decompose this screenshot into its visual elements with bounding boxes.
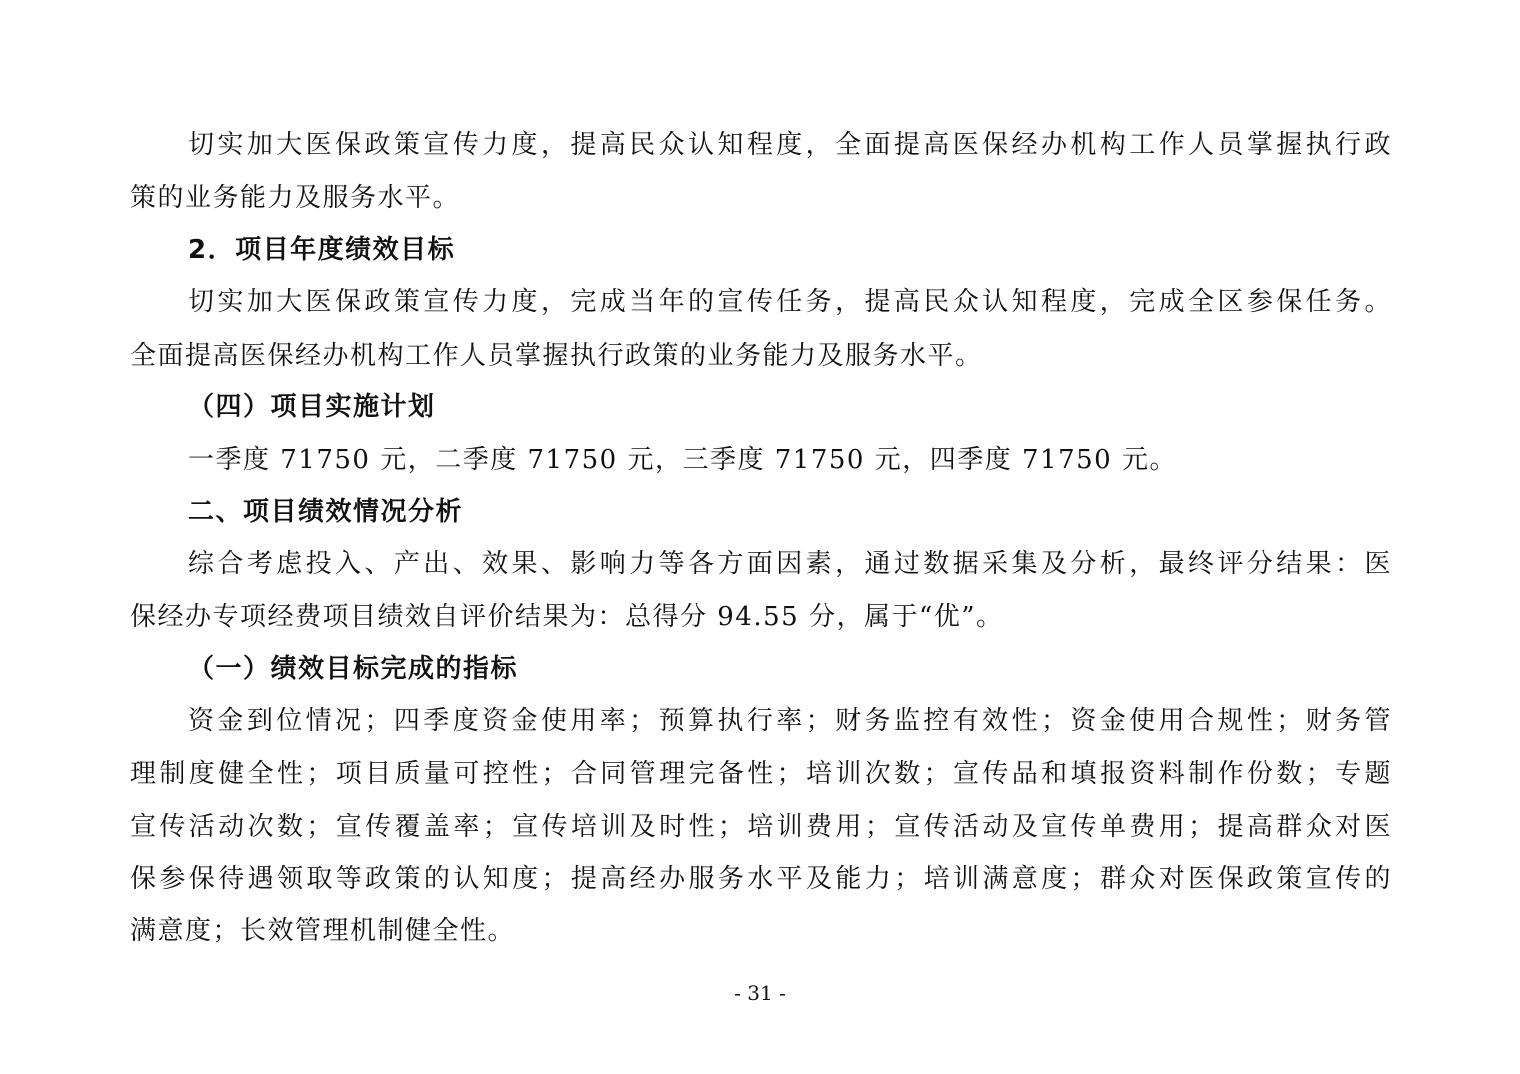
paragraph-line: 策的业务能力及服务水平。 xyxy=(130,183,461,213)
paragraph-line: 资金到位情况；四季度资金使用率；预算执行率；财务监控有效性；资金使用合规性；财务管 xyxy=(188,706,1392,736)
paragraph-line: 切实加大医保政策宣传力度，完成当年的宣传任务，提高民众认知程度，完成全区参保任务。 xyxy=(188,287,1392,317)
section-heading: （四）项目实施计划 xyxy=(188,392,436,422)
paragraph-line: 保经办专项经费项目绩效自评价结果为：总得分 94.55 分，属于“优”。 xyxy=(130,602,1004,632)
paragraph-line: 理制度健全性；项目质量可控性；合同管理完备性；培训次数；宣传品和填报资料制作份数；专题 xyxy=(130,759,1392,789)
section-heading: （一）绩效目标完成的指标 xyxy=(188,654,519,684)
paragraph-line: 一季度 71750 元，二季度 71750 元，三季度 71750 元，四季度 71750 元。 xyxy=(188,445,1177,475)
paragraph-line: 切实加大医保政策宣传力度，提高民众认知程度，全面提高医保经办机构工作人员掌握执行政 xyxy=(188,130,1392,160)
paragraph-line: 宣传活动次数；宣传覆盖率；宣传培训及时性；培训费用；宣传活动及宣传单费用；提高群众对医 xyxy=(130,812,1392,842)
section-heading: 2．项目年度绩效目标 xyxy=(188,235,456,265)
paragraph-line: 全面提高医保经办机构工作人员掌握执行政策的业务能力及服务水平。 xyxy=(130,341,983,371)
section-heading: 二、项目绩效情况分析 xyxy=(188,497,464,527)
paragraph-line: 综合考虑投入、产出、效果、影响力等各方面因素，通过数据采集及分析，最终评分结果：医 xyxy=(188,549,1392,579)
paragraph-line: 满意度；长效管理机制健全性。 xyxy=(130,916,516,946)
page-number: - 31 - xyxy=(734,981,786,1005)
paragraph-line: 保参保待遇领取等政策的认知度；提高经办服务水平及能力；培训满意度；群众对医保政策宣传的 xyxy=(130,864,1392,894)
